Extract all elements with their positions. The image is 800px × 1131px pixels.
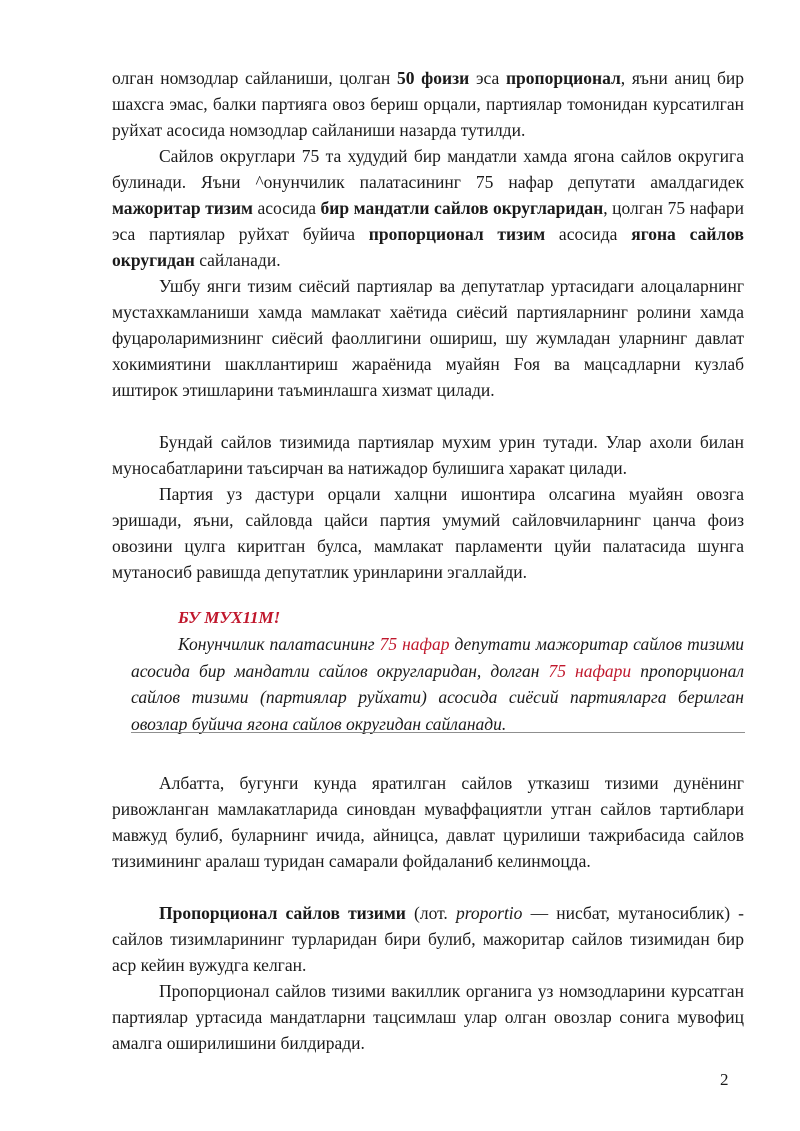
text-run: , цолган 75 нафари эса партиялар руйхат буйича bbox=[112, 198, 744, 244]
text-run: — нисбат, мутаносиблик) - сайлов тизимларининг турларидан бири булиб, мажоритар сайлов тизимидан бир аср кейин вужудга келган. bbox=[112, 903, 745, 975]
text-run: сайланади. bbox=[194, 250, 281, 270]
text-run: Конунчилик палатасининг bbox=[178, 634, 380, 654]
paragraph-7 bbox=[112, 900, 744, 978]
paragraph-4: Бундай сайлов тизимида партиялар мухим урин тутади. Улар ахоли билан муносабатларини таъсирчан ва натижадор булишига харакат цилади. bbox=[112, 432, 744, 478]
paragraph-6: Албатта, бугунги кунда яратилган сайлов утказиш тизими дунёнинг ривожланган мамлакатларида синовдан муваффациятли утган сайлов тартиблари мавжуд булиб, буларнинг ичида, айницса, давлат цурилиши тажрибасида сайлов тизимининг аралаш туридан самарали фойдаланиб келинмоцда. bbox=[112, 773, 744, 871]
bold-run: бир мандатли сайлов округларидан bbox=[320, 198, 604, 218]
paragraph-5: Партия уз дастури орцали халцни ишонтира олсагина муайян овозга эришади, яъни, сайловда цайси партия умумий сайловчиларнинг цанча фоиз овозини цулга киритган булса, мамлакат парламенти цуйи палатасида шунга мутаносиб равишда депутатлик уринларини эгаллайди. bbox=[112, 484, 744, 582]
bold-run: мажоритар тизим bbox=[112, 198, 253, 218]
text-run: олган номзодлар сайланиши, цолган bbox=[112, 68, 397, 88]
bold-run: Пропорционал сайлов тизими bbox=[159, 903, 406, 923]
italic-run: proportio bbox=[455, 903, 523, 923]
highlight-run: 75 нафари bbox=[548, 660, 632, 681]
text-run: депутати мажоритар сайлов тизими асосида бир мандатли сайлов округларидан, долган bbox=[131, 634, 744, 681]
bold-run: 50 фоизи bbox=[396, 68, 470, 88]
paragraph-1 bbox=[112, 65, 744, 143]
callout-divider bbox=[131, 732, 745, 733]
text-run: Сайлов округлари 75 та худудий бир мандатли хамда ягона сайлов округига булинади. Яъни ^онунчилик палатасининг 75 нафар депутати амалдагидек bbox=[112, 146, 744, 192]
text-run: , яъни аниц бир шахсга эмас, балки партияга овоз бериш орцали, партиялар томонидан курсатилган руйхат асосида номзодлар сайланиши назарда тутилди. bbox=[112, 68, 745, 140]
text-run: (лот. bbox=[405, 903, 456, 923]
bold-run: пропорционал bbox=[505, 68, 621, 88]
text-run: асосида bbox=[545, 224, 632, 244]
page-number: 2 bbox=[720, 1070, 729, 1089]
callout-title: БУ МУХ11М! bbox=[178, 608, 281, 627]
text-run: асосида bbox=[252, 198, 321, 218]
paragraph-2 bbox=[112, 143, 744, 273]
bold-run: пропорционал тизим bbox=[368, 224, 546, 244]
highlight-run: 75 нафар bbox=[379, 634, 450, 654]
paragraph-3: Ушбу янги тизим сиёсий партиялар ва депутатлар уртасидаги алоцаларнинг мустахкамланиши хамда мамлакат хаётида сиёсий партияларнинг ролини хамда фуцароларимизнинг сиёсий фаоллигини ошириш, шу жумладан уларнинг давлат хокимиятини шакллантириш жараёнида муайян Fоя ва мацсадларни кузлаб иштирок этишларини таъминлашга хизмат цилади. bbox=[112, 276, 744, 400]
text-run: пропорционал сайлов тизими (партиялар руйхати) асосида сиёсий партияларга берилган овозлар буйича ягона сайлов округидан сайланади. bbox=[131, 660, 745, 734]
bold-run: ягона сайлов округидан bbox=[112, 224, 744, 270]
callout-text bbox=[131, 631, 744, 737]
text-run: эса bbox=[469, 68, 506, 88]
paragraph-8: Пропорционал сайлов тизими вакиллик органига уз номзодларини курсатган партиялар уртасида мандатларни тацсимлаш улар олган овозлар сонига мувофиц амалга оширилишини билдиради. bbox=[112, 981, 744, 1053]
